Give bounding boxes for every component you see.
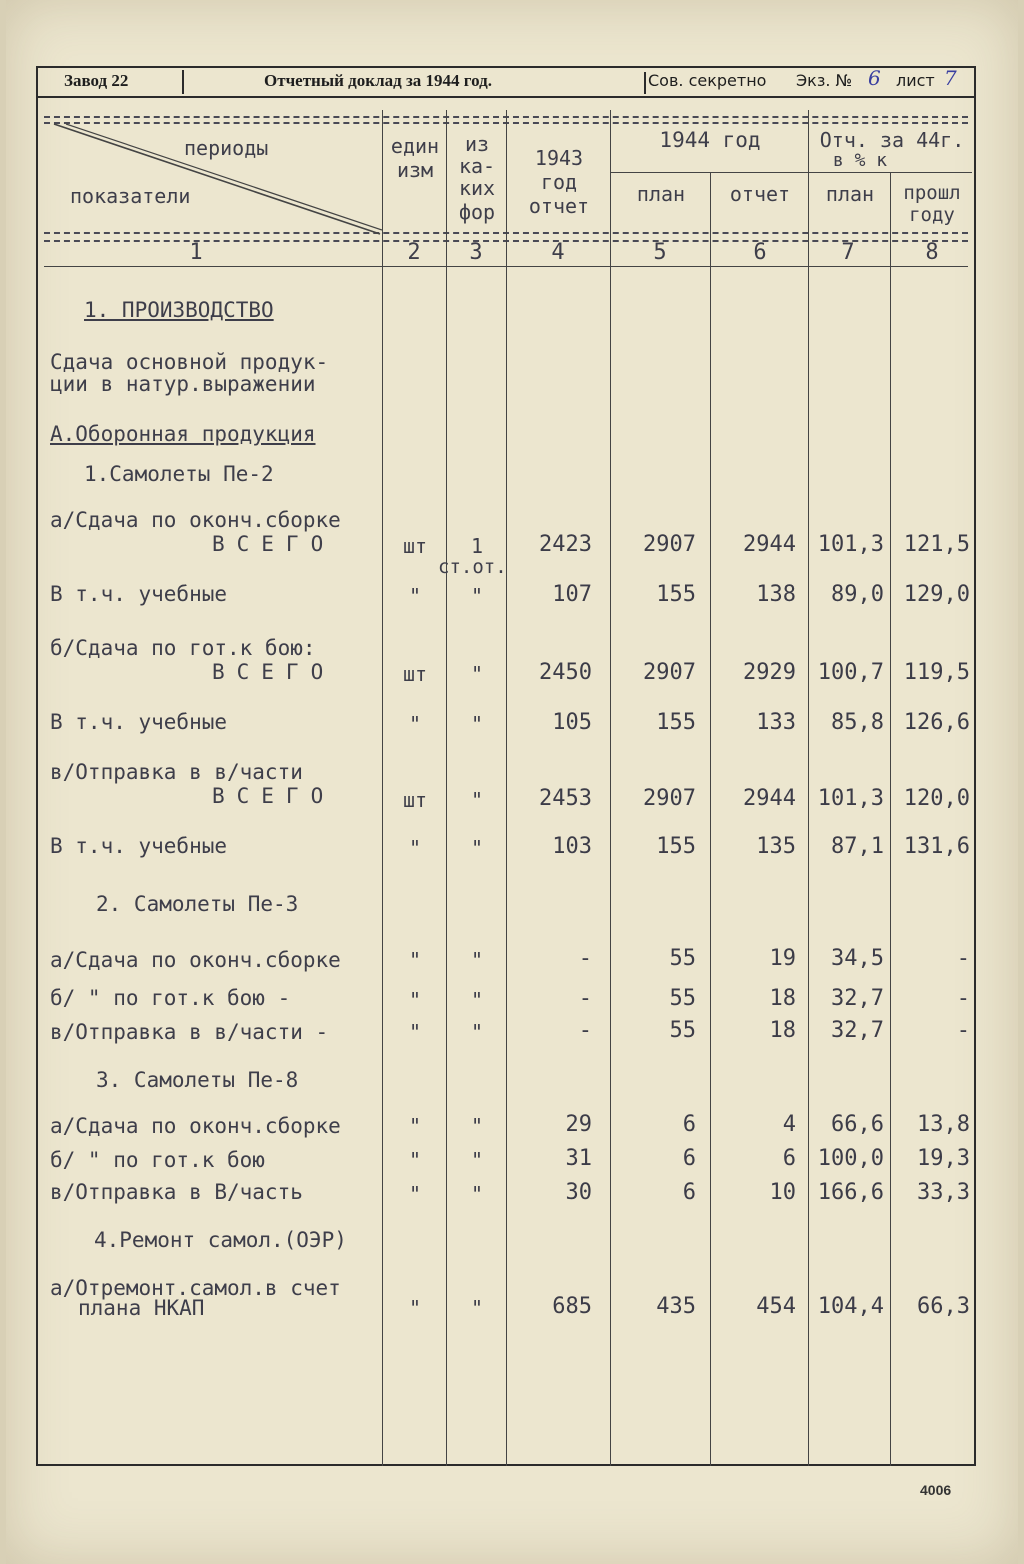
cell-form: ": [470, 1020, 484, 1044]
cell-v1943: 685: [552, 1294, 592, 1319]
cell-pct-prev: 66,3: [917, 1294, 970, 1319]
divider: [644, 72, 646, 94]
header-pct-line2: в % к: [832, 150, 888, 171]
col-divider: [808, 110, 809, 1466]
row-label-total: плана НКАП: [78, 1296, 205, 1320]
col-divider: [506, 110, 507, 1466]
col-number-1: 1: [189, 240, 203, 265]
cell-pct-prev: 131,6: [903, 834, 970, 859]
cell-v1943: 29: [565, 1112, 592, 1137]
cell-pct-prev: 120,0: [903, 786, 970, 811]
cell-pct-prev: -: [956, 946, 970, 971]
header-form-line3: ких: [458, 176, 496, 200]
cell-unit: ": [408, 1020, 422, 1044]
group-pe3: 2. Самолеты Пе-3: [96, 892, 299, 916]
header-form-line2: ка-: [458, 154, 496, 178]
row-label: а/Сдача по оконч.сборке: [50, 948, 341, 972]
delivery-line2: ции в натур.выражении: [50, 372, 316, 396]
cell-form: 1: [470, 534, 484, 558]
cell-unit: ": [408, 1148, 422, 1172]
cell-pct-plan: 101,3: [817, 532, 884, 557]
row-label: б/Сдача по гот.к бою:: [50, 636, 316, 660]
report-title: Отчетный доклад за 1944 год.: [264, 71, 492, 90]
cell-pct-plan: 32,7: [831, 986, 884, 1011]
cell-unit: шт: [402, 788, 428, 812]
subheader-rule: [610, 172, 972, 173]
cell-report: 10: [769, 1180, 796, 1205]
row-label: В т.ч. учебные: [50, 834, 228, 858]
cell-unit: ": [408, 948, 422, 972]
cell-unit: ": [408, 1182, 422, 1206]
group-pe8: 3. Самолеты Пе-8: [96, 1068, 299, 1092]
cell-pct-plan: 32,7: [831, 1018, 884, 1043]
cell-v1943: 2453: [539, 786, 592, 811]
row-label-total: ВСЕГО: [212, 784, 336, 808]
col-divider: [610, 110, 611, 1466]
cell-v1943: 31: [565, 1146, 592, 1171]
cell-plan: 55: [669, 946, 696, 971]
header-1943-line3: отчет: [528, 194, 590, 218]
header-prev-line1: прошл: [903, 182, 961, 204]
cell-pct-prev: -: [956, 986, 970, 1011]
row-label: в/Отправка в в/части -: [50, 1020, 329, 1044]
col-divider: [382, 110, 383, 1466]
cell-plan: 6: [682, 1180, 696, 1205]
cell-plan: 2907: [643, 532, 696, 557]
cell-pct-plan: 100,7: [817, 660, 884, 685]
cell-form: ": [470, 1296, 484, 1320]
col-number-3: 3: [469, 240, 483, 265]
cell-unit: шт: [402, 662, 428, 686]
cell-pct-plan: 101,3: [817, 786, 884, 811]
header-form-line4: фор: [458, 200, 496, 224]
cell-form: ": [470, 1182, 484, 1206]
plant-label: Завод 22: [64, 71, 129, 90]
cell-report: 133: [756, 710, 796, 735]
cell-form: ": [470, 948, 484, 972]
cell-plan: 155: [656, 710, 696, 735]
group-pe2: 1.Самолеты Пе-2: [84, 462, 274, 486]
header-plan: план: [636, 182, 686, 206]
cell-report: 135: [756, 834, 796, 859]
col-number-4: 4: [551, 240, 565, 265]
archive-number: 4006: [920, 1482, 952, 1498]
cell-report: 6: [782, 1146, 796, 1171]
cell-plan: 155: [656, 582, 696, 607]
cell-pct-plan: 85,8: [831, 710, 884, 735]
cell-form: ": [470, 788, 484, 812]
cell-v1943: 107: [552, 582, 592, 607]
cell-pct-prev: 13,8: [917, 1112, 970, 1137]
cell-report: 4: [782, 1112, 796, 1137]
group-repair: 4.Ремонт самол.(ОЭР): [94, 1228, 347, 1252]
cell-report: 19: [769, 946, 796, 971]
header-1943-line2: год: [540, 170, 578, 194]
cell-pct-prev: 119,5: [903, 660, 970, 685]
cell-v1943: -: [578, 1018, 592, 1043]
col-number-8: 8: [925, 240, 939, 265]
cell-pct-plan: 87,1: [831, 834, 884, 859]
header-1943-line1: 1943: [534, 146, 584, 170]
cell-plan: 6: [682, 1146, 696, 1171]
cell-plan: 435: [656, 1294, 696, 1319]
cell-unit: ": [408, 1296, 422, 1320]
row-label: В т.ч. учебные: [50, 710, 228, 734]
sheet-number: 7: [944, 66, 957, 90]
col-number-2: 2: [407, 240, 421, 265]
cell-unit: шт: [402, 534, 428, 558]
cell-form: ": [470, 712, 484, 736]
delivery-line1: Сдача основной продук-: [50, 350, 329, 374]
cell-report: 18: [769, 986, 796, 1011]
cell-pct-prev: 126,6: [903, 710, 970, 735]
row-label: а/Сдача по оконч.сборке: [50, 508, 341, 532]
cell-plan: 2907: [643, 660, 696, 685]
cell-report: 18: [769, 1018, 796, 1043]
col-divider: [890, 172, 891, 1466]
cell-report: 454: [756, 1294, 796, 1319]
header-rule: [36, 96, 976, 98]
cell-form: ": [470, 584, 484, 608]
row-label: а/Сдача по оконч.сборке: [50, 1114, 341, 1138]
header-periods: периоды: [184, 136, 269, 160]
row-label: б/ " по гот.к бою -: [50, 986, 291, 1010]
cell-report: 2929: [743, 660, 796, 685]
cell-v1943: -: [578, 986, 592, 1011]
cell-pct-prev: 33,3: [917, 1180, 970, 1205]
header-form-line1: из: [464, 132, 490, 156]
row-label: В т.ч. учебные: [50, 582, 228, 606]
header-prev-line2: году: [909, 204, 955, 226]
row-label-total: ВСЕГО: [212, 532, 336, 556]
cell-form: ": [470, 836, 484, 860]
col-divider: [710, 172, 711, 1466]
copy-label: Экз. №: [796, 71, 853, 90]
cell-pct-plan: 104,4: [817, 1294, 884, 1319]
divider: [182, 70, 184, 94]
cell-v1943: 2450: [539, 660, 592, 685]
row-label: а/Отремонт.самол.в счет: [50, 1276, 341, 1300]
row-label: в/Отправка в В/часть: [50, 1180, 303, 1204]
cell-v1943: 30: [565, 1180, 592, 1205]
cell-pct-prev: 121,5: [903, 532, 970, 557]
secret-label: Сов. секретно: [648, 71, 767, 90]
header-report: отчет: [729, 182, 791, 206]
cell-plan: 55: [669, 1018, 696, 1043]
cell-v1943: -: [578, 946, 592, 971]
cell-pct-plan: 89,0: [831, 582, 884, 607]
cell-pct-plan: 34,5: [831, 946, 884, 971]
cell-report: 2944: [743, 786, 796, 811]
header-1944: 1944 год: [659, 128, 761, 152]
cell-pct-prev: 19,3: [917, 1146, 970, 1171]
cell-unit: ": [408, 584, 422, 608]
cell-pct-prev: 129,0: [903, 582, 970, 607]
cell-v1943: 103: [552, 834, 592, 859]
copy-number: 6: [868, 66, 881, 90]
header-pct-line1: Отч. за 44г.: [819, 128, 965, 152]
col-divider: [446, 110, 447, 1466]
row-label-total: ВСЕГО: [212, 660, 336, 684]
cell-v1943: 105: [552, 710, 592, 735]
cell-pct-plan: 166,6: [817, 1180, 884, 1205]
cell-report: 2944: [743, 532, 796, 557]
cell-pct-plan: 66,6: [831, 1112, 884, 1137]
cell-report: 138: [756, 582, 796, 607]
cell-pct-prev: -: [956, 1018, 970, 1043]
sheet-label: лист: [896, 71, 935, 90]
header-pct-plan: план: [825, 182, 875, 206]
header-indicators: показатели: [70, 184, 191, 208]
row-label: б/ " по гот.к бою: [50, 1148, 265, 1172]
col-number-5: 5: [653, 240, 667, 265]
cell-unit: ": [408, 988, 422, 1012]
row-label: в/Отправка в в/части: [50, 760, 303, 784]
section-production: 1. ПРОИЗВОДСТВО: [84, 298, 274, 322]
cell-unit: ": [408, 836, 422, 860]
cell-form: ": [470, 1114, 484, 1138]
cell-plan: 6: [682, 1112, 696, 1137]
section-defense: А.Оборонная продукция: [50, 422, 316, 446]
header-unit-line2: изм: [396, 158, 434, 182]
cell-plan: 55: [669, 986, 696, 1011]
cell-unit: ": [408, 1114, 422, 1138]
cell-form: ": [470, 988, 484, 1012]
col-number-6: 6: [753, 240, 767, 265]
col-number-7: 7: [841, 240, 855, 265]
cell-v1943: 2423: [539, 532, 592, 557]
cell-form: ": [470, 662, 484, 686]
cell-unit: ": [408, 712, 422, 736]
header-unit-line1: един: [390, 134, 440, 158]
cell-plan: 2907: [643, 786, 696, 811]
cell-pct-plan: 100,0: [817, 1146, 884, 1171]
cell-plan: 155: [656, 834, 696, 859]
form-note: ст.от.: [438, 556, 507, 578]
cell-form: ": [470, 1148, 484, 1172]
